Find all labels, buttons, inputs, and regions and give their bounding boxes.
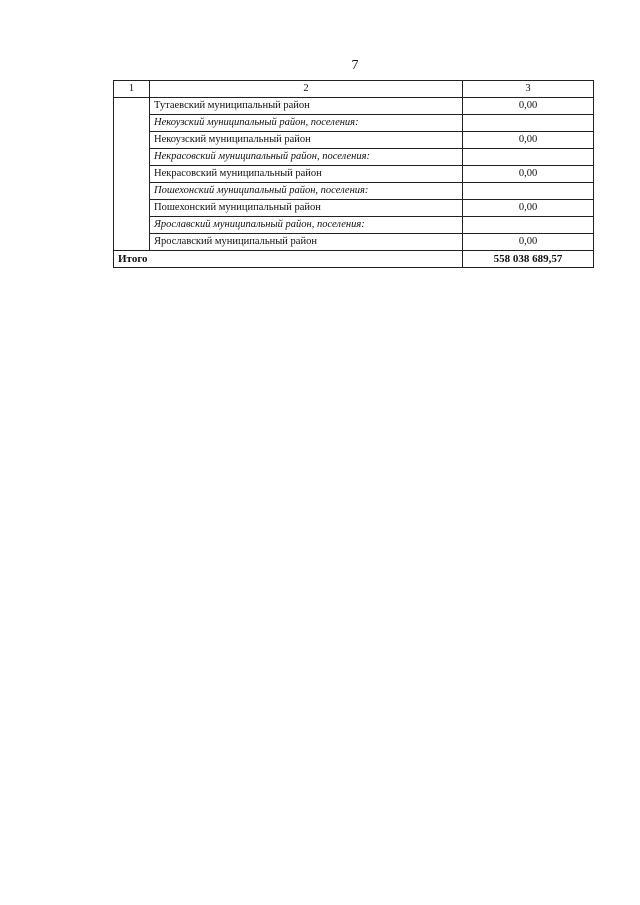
table-row: [114, 115, 594, 132]
amount-cell: 0,00: [463, 166, 594, 183]
table-row: [114, 234, 594, 251]
table-body: [114, 98, 594, 251]
total-value: 558 038 689,57: [463, 251, 594, 268]
district-name-cell: Некоузский муниципальный район, поселения:: [150, 115, 463, 132]
table-row: [114, 132, 594, 149]
district-name-cell: Пошехонский муниципальный район: [150, 200, 463, 217]
table-row: [114, 200, 594, 217]
column-header-2: 2: [150, 81, 463, 98]
index-cell: [114, 98, 150, 251]
table-row: [114, 98, 594, 115]
table-header-row: [114, 81, 594, 98]
amount-cell: [463, 115, 594, 132]
district-name-cell: Тутаевский муниципальный район: [150, 98, 463, 115]
column-header-1: 1: [114, 81, 150, 98]
district-name-cell: Пошехонский муниципальный район, поселения:: [150, 183, 463, 200]
table-row: [114, 166, 594, 183]
page-number: 7: [351, 58, 359, 73]
district-name-cell: Ярославский муниципальный район, поселения:: [150, 217, 463, 234]
amount-cell: 0,00: [463, 132, 594, 149]
budget-table: [113, 80, 594, 268]
total-row: [114, 251, 594, 268]
amount-cell: [463, 183, 594, 200]
total-label: Итого: [114, 251, 463, 268]
table-row: [114, 183, 594, 200]
district-name-cell: Ярославский муниципальный район: [150, 234, 463, 251]
table-row: [114, 217, 594, 234]
column-header-3: 3: [463, 81, 594, 98]
district-name-cell: Некрасовский муниципальный район: [150, 166, 463, 183]
amount-cell: 0,00: [463, 98, 594, 115]
table-row: [114, 149, 594, 166]
amount-cell: 0,00: [463, 234, 594, 251]
amount-cell: 0,00: [463, 200, 594, 217]
amount-cell: [463, 217, 594, 234]
district-name-cell: Некрасовский муниципальный район, поселения:: [150, 149, 463, 166]
amount-cell: [463, 149, 594, 166]
district-name-cell: Некоузский муниципальный район: [150, 132, 463, 149]
